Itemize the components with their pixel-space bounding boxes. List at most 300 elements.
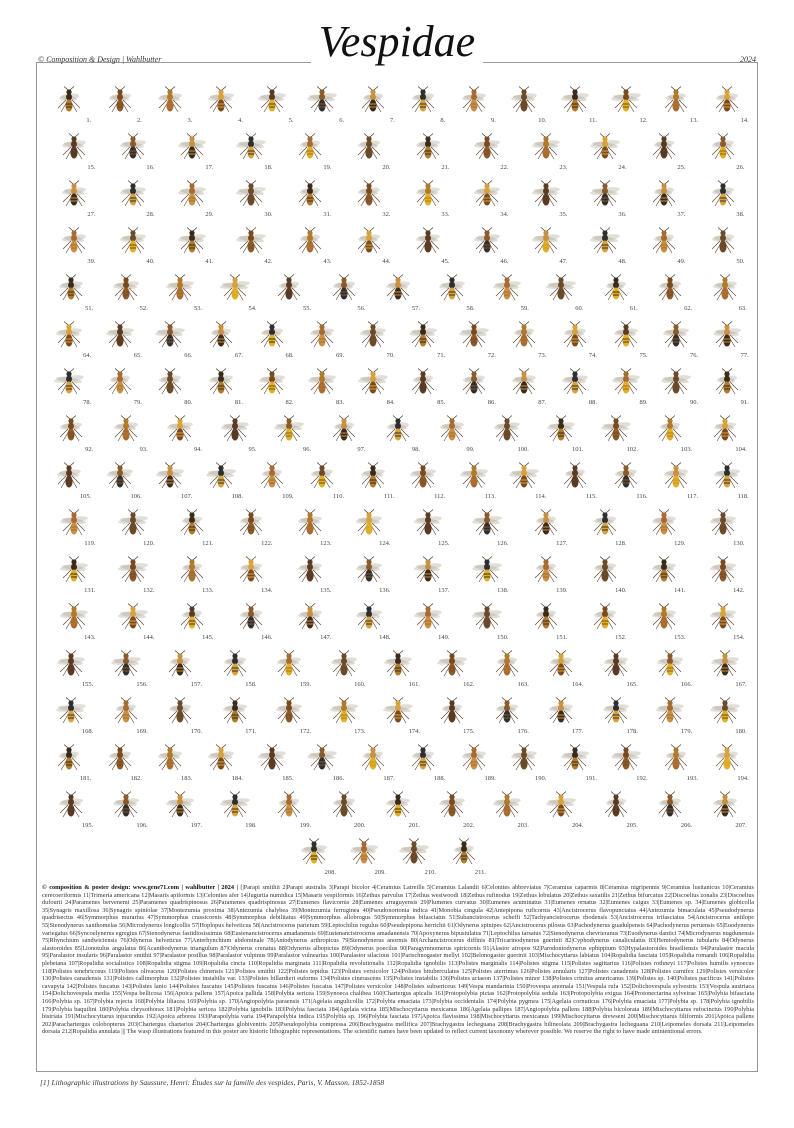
year: 2024 bbox=[740, 55, 756, 64]
specimen-number: 130. bbox=[733, 540, 745, 547]
wasp-icon bbox=[705, 697, 745, 727]
wasp-icon bbox=[290, 180, 330, 210]
specimen-number: 132. bbox=[143, 587, 155, 594]
wasp-specimen bbox=[526, 180, 566, 218]
wasp-icon bbox=[707, 462, 747, 492]
wasp-specimen bbox=[703, 180, 743, 218]
wasp-icon bbox=[172, 509, 212, 539]
wasp-specimen bbox=[644, 180, 684, 218]
wasp-icon bbox=[349, 603, 389, 633]
specimen-number: 32. bbox=[382, 211, 391, 218]
wasp-specimen bbox=[555, 744, 595, 782]
wasp-icon bbox=[160, 650, 200, 680]
wasp-icon bbox=[705, 415, 745, 445]
wasp-icon bbox=[150, 368, 190, 398]
specimen-number: 162. bbox=[463, 681, 475, 688]
wasp-specimen bbox=[656, 368, 699, 406]
wasp-specimen bbox=[54, 133, 94, 171]
specimen-number: 14. bbox=[740, 117, 749, 124]
wasp-icon bbox=[324, 415, 364, 445]
wasp-icon bbox=[353, 86, 393, 116]
wasp-icon bbox=[378, 791, 418, 821]
wasp-specimen bbox=[408, 133, 448, 171]
specimen-number: 147. bbox=[320, 634, 332, 641]
wasp-icon bbox=[215, 650, 255, 680]
wasp-specimen bbox=[215, 791, 255, 829]
wasp-specimen bbox=[606, 321, 646, 359]
specimen-number: 73. bbox=[538, 352, 547, 359]
wasp-specimen bbox=[585, 227, 625, 265]
wasp-icon bbox=[467, 180, 507, 210]
specimen-number: 44. bbox=[382, 258, 391, 265]
specimen-number: 61. bbox=[629, 305, 638, 312]
specimen-number: 55. bbox=[302, 305, 312, 312]
wasp-specimen bbox=[526, 227, 566, 265]
specimen-number: 30. bbox=[264, 211, 273, 218]
specimen-number: 137. bbox=[438, 587, 450, 594]
wasp-icon bbox=[231, 603, 271, 633]
wasp-icon bbox=[650, 650, 690, 680]
wasp-specimen bbox=[403, 86, 446, 124]
wasp-icon bbox=[408, 556, 448, 586]
specimen-number: 180. bbox=[735, 728, 747, 735]
wasp-icon bbox=[294, 838, 334, 868]
specimen-number: 91. bbox=[740, 399, 749, 406]
specimen-number: 37. bbox=[677, 211, 686, 218]
wasp-specimen bbox=[555, 321, 595, 359]
specimen-number: 181. bbox=[79, 775, 92, 782]
wasp-specimen bbox=[432, 650, 475, 688]
specimen-number: 154. bbox=[733, 634, 745, 641]
specimen-number: 193. bbox=[686, 775, 699, 782]
specimen-number: 121. bbox=[202, 540, 214, 547]
specimen-number: 45. bbox=[441, 258, 450, 265]
specimen-number: 189. bbox=[484, 775, 496, 782]
specimen-number: 47. bbox=[559, 258, 568, 265]
wasp-icon bbox=[467, 133, 507, 163]
specimen-number: 70. bbox=[386, 352, 395, 359]
specimen-number: 138. bbox=[497, 587, 509, 594]
wasp-icon bbox=[408, 133, 448, 163]
wasp-specimen bbox=[444, 838, 484, 876]
wasp-icon bbox=[201, 744, 241, 774]
specimen-number: 79. bbox=[133, 399, 142, 406]
specimen-number: 116. bbox=[636, 493, 648, 500]
wasp-specimen bbox=[302, 744, 345, 782]
wasp-icon bbox=[394, 838, 434, 868]
wasp-icon bbox=[201, 368, 241, 398]
wasp-icon bbox=[106, 650, 146, 680]
specimen-number: 94. bbox=[194, 446, 203, 453]
wasp-icon bbox=[54, 556, 94, 586]
wasp-specimen bbox=[100, 86, 140, 124]
wasp-specimen bbox=[644, 556, 684, 594]
wasp-specimen bbox=[432, 415, 475, 453]
specimen-number: 28. bbox=[146, 211, 155, 218]
specimen-number: 40. bbox=[146, 258, 155, 265]
wasp-specimen bbox=[353, 744, 393, 782]
wasp-icon bbox=[353, 321, 393, 351]
wasp-specimen bbox=[378, 650, 418, 688]
wasp-icon bbox=[596, 274, 636, 304]
wasp-specimen bbox=[100, 462, 140, 500]
specimen-number: 167. bbox=[735, 681, 747, 688]
wasp-icon bbox=[324, 791, 364, 821]
specimen-number: 200. bbox=[354, 822, 366, 829]
wasp-icon bbox=[269, 791, 309, 821]
specimen-number: 12. bbox=[639, 117, 648, 124]
wasp-icon bbox=[408, 180, 448, 210]
specimen-number: 95. bbox=[248, 446, 257, 453]
wasp-specimen bbox=[49, 86, 92, 124]
specimen-number: 99. bbox=[466, 446, 475, 453]
wasp-icon bbox=[172, 603, 212, 633]
wasp-specimen bbox=[106, 697, 146, 735]
wasp-specimen bbox=[541, 274, 584, 312]
specimen-number: 43. bbox=[323, 258, 332, 265]
specimen-number: 78. bbox=[83, 399, 92, 406]
wasp-icon bbox=[106, 697, 146, 727]
wasp-specimen bbox=[644, 603, 684, 641]
wasp-specimen bbox=[394, 838, 434, 876]
specimen-number: 57. bbox=[411, 305, 420, 312]
specimen-number: 53. bbox=[194, 305, 203, 312]
specimen-number: 85. bbox=[437, 399, 446, 406]
specimen-number: 4. bbox=[238, 117, 243, 124]
wasp-icon bbox=[432, 791, 472, 821]
wasp-icon bbox=[215, 791, 255, 821]
specimen-number: 196. bbox=[136, 822, 148, 829]
specimen-number: 160. bbox=[354, 681, 366, 688]
wasp-icon bbox=[596, 791, 636, 821]
specimen-number: 113. bbox=[484, 493, 496, 500]
wasp-specimen bbox=[51, 274, 94, 312]
wasp-specimen bbox=[113, 509, 153, 547]
wasp-specimen bbox=[541, 415, 584, 453]
specimen-number: 102. bbox=[626, 446, 638, 453]
specimen-number: 38. bbox=[736, 211, 745, 218]
wasp-specimen bbox=[324, 650, 364, 688]
wasp-icon bbox=[54, 227, 94, 257]
specimen-number: 41. bbox=[205, 258, 214, 265]
specimen-number: 179. bbox=[680, 728, 693, 735]
specimen-number: 112. bbox=[434, 493, 446, 500]
specimen-number: 152. bbox=[615, 634, 627, 641]
wasp-icon bbox=[106, 415, 146, 445]
specimen-number: 90. bbox=[690, 399, 699, 406]
wasp-icon bbox=[555, 462, 595, 492]
wasp-icon bbox=[707, 321, 747, 351]
wasp-specimen bbox=[650, 415, 693, 453]
wasp-specimen bbox=[487, 274, 527, 312]
wasp-icon bbox=[353, 462, 393, 492]
wasp-specimen bbox=[403, 462, 446, 500]
wasp-specimen bbox=[172, 180, 212, 218]
wasp-specimen bbox=[349, 133, 389, 171]
wasp-icon bbox=[215, 415, 255, 445]
wasp-icon bbox=[349, 180, 389, 210]
specimen-number: 173. bbox=[354, 728, 366, 735]
specimen-number: 201. bbox=[408, 822, 420, 829]
wasp-icon bbox=[403, 321, 443, 351]
wasp-specimen bbox=[504, 744, 547, 782]
specimen-number: 104. bbox=[735, 446, 747, 453]
wasp-icon bbox=[51, 697, 91, 727]
wasp-icon bbox=[269, 415, 309, 445]
wasp-icon bbox=[555, 744, 595, 774]
specimen-number: 97. bbox=[357, 446, 366, 453]
specimen-number: 111. bbox=[383, 493, 395, 500]
specimen-number: 134. bbox=[261, 587, 273, 594]
specimen-number: 81. bbox=[234, 399, 243, 406]
wasp-icon bbox=[650, 697, 690, 727]
specimen-number: 15. bbox=[87, 164, 96, 171]
wasp-icon bbox=[541, 791, 581, 821]
specimen-number: 22. bbox=[500, 164, 509, 171]
wasp-icon bbox=[705, 650, 745, 680]
specimen-number: 107. bbox=[181, 493, 193, 500]
wasp-icon bbox=[290, 603, 330, 633]
wasp-specimen bbox=[290, 556, 330, 594]
wasp-icon bbox=[252, 321, 292, 351]
specimen-number: 150. bbox=[497, 634, 509, 641]
specimen-number: 170. bbox=[190, 728, 203, 735]
specimen-number: 161. bbox=[408, 681, 420, 688]
wasp-specimen bbox=[54, 509, 94, 547]
wasp-specimen bbox=[353, 368, 393, 406]
specimen-number: 33. bbox=[441, 211, 450, 218]
wasp-specimen bbox=[113, 133, 153, 171]
wasp-icon bbox=[644, 556, 684, 586]
wasp-icon bbox=[656, 321, 696, 351]
wasp-icon bbox=[703, 603, 743, 633]
specimen-number: 115. bbox=[585, 493, 597, 500]
wasp-specimen bbox=[656, 744, 699, 782]
wasp-specimen bbox=[487, 791, 527, 829]
wasp-specimen bbox=[302, 462, 345, 500]
wasp-icon bbox=[432, 274, 472, 304]
wasp-specimen bbox=[378, 791, 418, 829]
wasp-icon bbox=[201, 462, 241, 492]
specimen-number: 89. bbox=[639, 399, 648, 406]
specimen-number: 208. bbox=[324, 869, 336, 876]
wasp-icon bbox=[656, 462, 696, 492]
wasp-icon bbox=[408, 509, 448, 539]
wasp-icon bbox=[644, 133, 684, 163]
specimen-number: 106. bbox=[130, 493, 142, 500]
specimen-number: 117. bbox=[687, 493, 699, 500]
wasp-icon bbox=[454, 462, 494, 492]
specimen-number: 175. bbox=[463, 728, 475, 735]
wasp-specimen bbox=[349, 227, 389, 265]
specimen-number: 192. bbox=[636, 775, 648, 782]
wasp-icon bbox=[454, 368, 494, 398]
specimen-number: 83. bbox=[336, 399, 345, 406]
specimen-number: 194. bbox=[737, 775, 749, 782]
wasp-icon bbox=[454, 86, 494, 116]
specimen-number: 178. bbox=[626, 728, 638, 735]
specimen-number: 75. bbox=[639, 352, 648, 359]
wasp-icon bbox=[353, 368, 393, 398]
wasp-icon bbox=[113, 133, 153, 163]
wasp-icon bbox=[487, 274, 527, 304]
wasp-specimen bbox=[160, 697, 203, 735]
specimen-number: 51. bbox=[85, 305, 94, 312]
species-credits bbox=[42, 884, 754, 1036]
specimen-number: 209. bbox=[374, 869, 386, 876]
specimen-number: 142. bbox=[733, 587, 745, 594]
wasp-icon bbox=[349, 556, 389, 586]
wasp-specimen bbox=[467, 556, 507, 594]
wasp-icon bbox=[703, 227, 743, 257]
specimen-number: 64. bbox=[83, 352, 92, 359]
wasp-icon bbox=[596, 697, 636, 727]
wasp-icon bbox=[302, 86, 342, 116]
wasp-specimen bbox=[408, 603, 448, 641]
wasp-specimen bbox=[49, 462, 92, 500]
wasp-icon bbox=[100, 86, 140, 116]
wasp-icon bbox=[644, 227, 684, 257]
wasp-icon bbox=[644, 180, 684, 210]
wasp-icon bbox=[54, 603, 94, 633]
specimen-number: 98. bbox=[411, 446, 420, 453]
wasp-icon bbox=[526, 509, 566, 539]
wasp-specimen bbox=[541, 650, 584, 688]
specimen-number: 6. bbox=[339, 117, 345, 124]
wasp-specimen bbox=[487, 697, 527, 735]
specimen-number: 86. bbox=[487, 399, 496, 406]
specimen-number: 69. bbox=[336, 352, 345, 359]
specimen-number: 135. bbox=[320, 587, 332, 594]
wasp-icon bbox=[106, 791, 146, 821]
wasp-specimen bbox=[51, 415, 94, 453]
wasp-specimen bbox=[454, 321, 494, 359]
specimen-number: 48. bbox=[618, 258, 627, 265]
wasp-icon bbox=[49, 321, 89, 351]
wasp-icon bbox=[160, 697, 200, 727]
wasp-specimen bbox=[100, 321, 140, 359]
wasp-icon bbox=[656, 744, 696, 774]
specimen-number: 204. bbox=[572, 822, 584, 829]
wasp-specimen bbox=[644, 133, 684, 171]
wasp-specimen bbox=[252, 321, 292, 359]
specimen-number: 25. bbox=[677, 164, 686, 171]
wasp-icon bbox=[113, 603, 153, 633]
specimen-number: 23. bbox=[559, 164, 568, 171]
specimen-number: 68. bbox=[285, 352, 294, 359]
wasp-specimen bbox=[705, 791, 745, 829]
wasp-icon bbox=[231, 180, 271, 210]
wasp-specimen bbox=[504, 86, 547, 124]
wasp-icon bbox=[302, 744, 342, 774]
wasp-icon bbox=[585, 227, 625, 257]
wasp-specimen bbox=[269, 791, 312, 829]
wasp-specimen bbox=[201, 744, 241, 782]
wasp-specimen bbox=[150, 321, 193, 359]
wasp-icon bbox=[160, 791, 200, 821]
wasp-specimen bbox=[650, 791, 693, 829]
wasp-specimen bbox=[150, 86, 193, 124]
wasp-specimen bbox=[231, 603, 271, 641]
wasp-specimen bbox=[302, 368, 345, 406]
wasp-specimen bbox=[302, 86, 345, 124]
wasp-icon bbox=[705, 274, 745, 304]
specimen-number: 139. bbox=[556, 587, 568, 594]
wasp-specimen bbox=[432, 697, 475, 735]
specimen-number: 7. bbox=[389, 117, 395, 124]
wasp-icon bbox=[467, 603, 507, 633]
wasp-icon bbox=[100, 321, 140, 351]
specimen-number: 163. bbox=[517, 681, 529, 688]
wasp-icon bbox=[703, 180, 743, 210]
wasp-specimen bbox=[454, 86, 494, 124]
wasp-icon bbox=[541, 650, 581, 680]
wasp-specimen bbox=[231, 227, 271, 265]
wasp-specimen bbox=[408, 227, 448, 265]
wasp-specimen bbox=[106, 415, 146, 453]
wasp-specimen bbox=[353, 462, 393, 500]
wasp-specimen bbox=[172, 509, 212, 547]
wasp-specimen bbox=[100, 744, 140, 782]
specimen-number: 31. bbox=[323, 211, 332, 218]
wasp-specimen bbox=[606, 744, 646, 782]
wasp-icon bbox=[113, 509, 153, 539]
specimen-number: 9. bbox=[490, 117, 496, 124]
specimen-number: 27. bbox=[87, 211, 96, 218]
wasp-icon bbox=[51, 415, 91, 445]
wasp-specimen bbox=[703, 556, 743, 594]
wasp-specimen bbox=[526, 509, 566, 547]
wasp-icon bbox=[606, 462, 646, 492]
wasp-icon bbox=[113, 180, 153, 210]
specimen-number: 36. bbox=[618, 211, 627, 218]
wasp-specimen bbox=[541, 697, 584, 735]
specimen-number: 119. bbox=[84, 540, 96, 547]
wasp-specimen bbox=[705, 650, 745, 688]
wasp-icon bbox=[408, 603, 448, 633]
wasp-specimen bbox=[150, 462, 193, 500]
wasp-specimen bbox=[113, 603, 153, 641]
wasp-specimen bbox=[231, 180, 271, 218]
wasp-specimen bbox=[302, 321, 345, 359]
wasp-specimen bbox=[269, 650, 312, 688]
specimen-number: 146. bbox=[261, 634, 273, 641]
wasp-icon bbox=[302, 462, 342, 492]
wasp-icon bbox=[504, 744, 544, 774]
wasp-icon bbox=[656, 368, 696, 398]
specimen-number: 24. bbox=[618, 164, 627, 171]
wasp-specimen bbox=[349, 509, 389, 547]
wasp-icon bbox=[54, 180, 94, 210]
specimen-number: 153. bbox=[674, 634, 686, 641]
wasp-specimen bbox=[596, 697, 636, 735]
wasp-icon bbox=[504, 86, 544, 116]
specimen-number: 65. bbox=[133, 352, 142, 359]
wasp-specimen bbox=[231, 133, 271, 171]
specimen-number: 206. bbox=[680, 822, 693, 829]
wasp-specimen bbox=[172, 227, 212, 265]
wasp-specimen bbox=[454, 368, 494, 406]
wasp-specimen bbox=[703, 133, 743, 171]
wasp-specimen bbox=[160, 274, 203, 312]
specimen-number: 34. bbox=[500, 211, 509, 218]
wasp-icon bbox=[349, 227, 389, 257]
wasp-icon bbox=[555, 368, 595, 398]
specimen-number: 35. bbox=[559, 211, 568, 218]
wasp-specimen bbox=[650, 650, 693, 688]
wasp-specimen bbox=[656, 462, 699, 500]
wasp-specimen bbox=[705, 274, 745, 312]
